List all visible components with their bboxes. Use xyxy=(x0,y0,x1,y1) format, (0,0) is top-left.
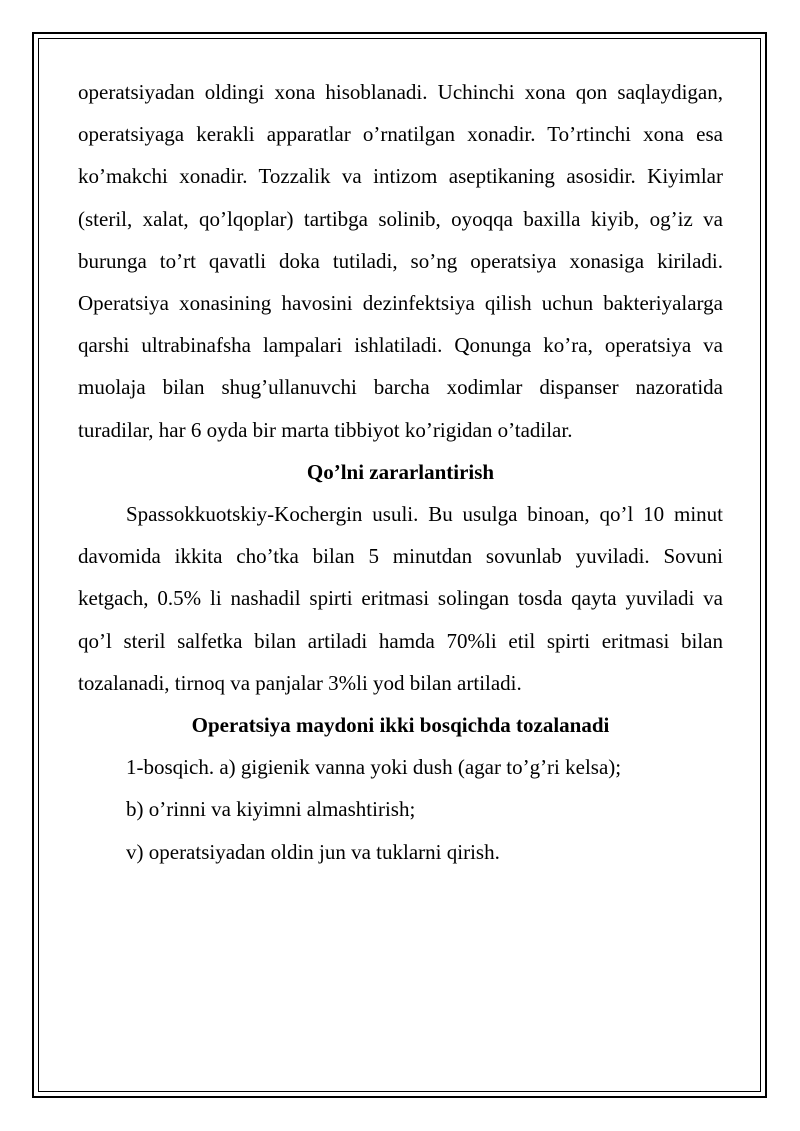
heading-operating-field: Operatsiya maydoni ikki bosqichda tozalanadi xyxy=(191,713,610,738)
paragraph-operating-rooms: operatsiyadan oldingi xona hisoblanadi. Uchinchi xona qon saqlaydigan, operatsiyaga kerakli apparatlar o’rnatilgan xonadir. To’rtinchi xona esa ko’makchi xonadir. Tozzalik va intizom aseptikaning asosidir. Kiyimlar (steril, xalat, qo’lqoplar) tartibga solinib, oyoqqa baxilla kiyib, og’iz va burunga to’rt qavatli doka tutiladi, so’ng operatsiya xonasiga kiriladi. Operatsiya xonasining havosini dezinfektsiya qilish uchun bakteriyalarga qarshi ultrabinafsha lampalari ishlatiladi. Qonunga ko’ra, operatsiya va muolaja bilan shug’ullanuvchi barcha xodimlar dispanser nazoratida turadilar, har 6 oyda bir marta tibbiyot ko’rigidan o’tadilar. xyxy=(78,80,723,442)
list-item-stage-1a: 1-bosqich. a) gigienik vanna yoki dush (agar to’g’ri kelsa); xyxy=(126,755,622,780)
list-item-b: b) o’rinni va kiyimni almashtirish; xyxy=(126,797,416,822)
paragraph-spassokukotsky-method: Spassokkuotskiy-Kochergin usuli. Bu usulga binoan, qo’l 10 minut davomida ikkita cho’tka bilan 5 minutdan sovunlab yuviladi. Sovuni ketgach, 0.5% li nashadil spirti eritmasi solingan tosda qayta yuviladi va qo’l steril salfetka bilan artiladi hamda 70%li etil spirti eritmasi bilan tozalanadi, tirnoq va panjalar 3%li yod bilan artiladi. xyxy=(78,502,723,695)
document-body xyxy=(78,71,723,873)
heading-hand-disinfection: Qo’lni zararlantirish xyxy=(306,459,495,484)
list-item-v: v) operatsiyadan oldin jun va tuklarni qirish. xyxy=(126,839,500,864)
